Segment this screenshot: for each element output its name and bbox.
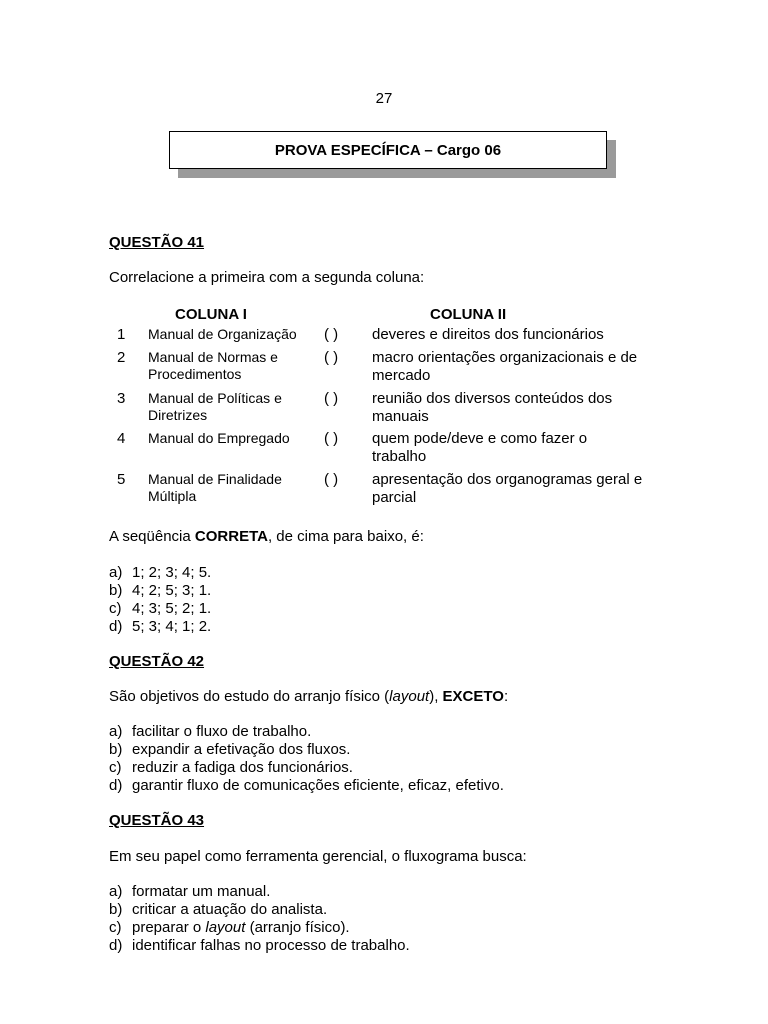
option-text: 1; 2; 3; 4; 5. [132,564,212,581]
prompt-text: : [503,688,509,705]
header-box [169,131,607,169]
column-1-cell: Manual de Finalidade Múltipla [148,471,282,504]
question-41-options [109,564,211,636]
column-2-heading: COLUNA II [430,306,507,323]
option-letter: d) [109,937,123,954]
sequence-prompt-text: A seqüência [109,528,195,545]
question-42-options [109,723,504,795]
option-text: 4; 3; 5; 2; 1. [132,600,212,617]
sequence-prompt-emphasis: CORRETA [194,528,268,545]
question-43-prompt: Em seu papel como ferramenta gerencial, o fluxograma busca: [109,848,527,865]
option-c [109,600,211,618]
option-letter: a) [109,883,123,900]
option-letter: c) [109,600,122,617]
header-title: PROVA ESPECÍFICA – Cargo 06 [274,141,502,159]
option-letter: b) [109,741,123,758]
sequence-prompt [109,528,424,545]
option-d [109,777,504,795]
option-d [109,618,211,636]
answer-blank: ( ) [324,471,339,488]
option-letter: b) [109,582,123,599]
answer-blank: ( ) [324,349,339,366]
answer-blank: ( ) [324,326,339,343]
question-42-prompt [109,688,508,705]
option-a [109,883,410,901]
column-2-cell: apresentação dos organogramas geral e parcial [372,471,643,506]
answer-blank: ( ) [324,430,339,447]
option-letter: c) [109,759,122,776]
option-letter: d) [109,777,123,794]
row-number: 3 [117,390,126,407]
option-text: facilitar o fluxo de trabalho. [132,723,312,740]
page-number: 27 [375,90,393,107]
option-letter: a) [109,723,123,740]
column-2-cell: quem pode/deve e como fazer o trabalho [372,430,588,465]
option-c [109,759,504,777]
column-2-cell: reunião dos diversos conteúdos dos manuais [372,390,613,425]
option-letter: c) [109,919,122,936]
question-41-prompt: Correlacione a primeira com a segunda coluna: [109,269,425,286]
option-a [109,564,211,582]
option-letter: a) [109,564,123,581]
option-text: formatar um manual. [132,883,271,900]
option-text-part: (arranjo físico). [245,919,350,936]
column-2-cell: deveres e direitos dos funcionários [372,326,604,343]
option-text: expandir a efetivação dos fluxos. [132,741,351,758]
sequence-prompt-text: , de cima para baixo, é: [267,528,424,545]
column-1-cell: Manual de Organização [148,326,297,342]
option-text: reduzir a fadiga dos funcionários. [132,759,353,776]
option-text: 5; 3; 4; 1; 2. [132,618,212,635]
column-1-cell: Manual de Normas e Procedimentos [148,349,278,382]
row-number: 2 [117,349,126,366]
option-text: criticar a atuação do analista. [132,901,328,918]
option-text: 4; 2; 5; 3; 1. [132,582,212,599]
row-number: 1 [117,326,126,343]
option-d [109,937,410,955]
prompt-text: ), [429,688,443,705]
answer-blank: ( ) [324,390,339,407]
column-1-cell: Manual de Políticas e Diretrizes [148,390,282,423]
option-text: garantir fluxo de comunicações eficiente, eficaz, efetivo. [132,777,504,794]
column-2-cell: macro orientações organizacionais e de mercado [372,349,638,384]
question-42-title: QUESTÃO 42 [109,653,205,670]
question-43-options [109,883,410,955]
option-text: identificar falhas no processo de trabalho. [132,937,410,954]
option-b [109,582,211,600]
column-1-heading: COLUNA I [175,306,247,323]
option-text [132,919,350,937]
prompt-italic: layout [389,688,430,705]
question-41-title: QUESTÃO 41 [109,234,205,251]
question-43-title: QUESTÃO 43 [109,812,205,829]
prompt-text: São objetivos do estudo do arranjo físico ( [109,688,390,705]
row-number: 4 [117,430,126,447]
row-number: 5 [117,471,126,488]
option-text-italic: layout [205,919,246,936]
option-letter: b) [109,901,123,918]
option-c [109,919,410,937]
option-text-part: preparar o [132,919,206,936]
option-letter: d) [109,618,123,635]
column-1-cell: Manual do Empregado [148,430,290,446]
prompt-emphasis: EXCETO [442,688,504,705]
option-b [109,901,410,919]
option-b [109,741,504,759]
option-a [109,723,504,741]
